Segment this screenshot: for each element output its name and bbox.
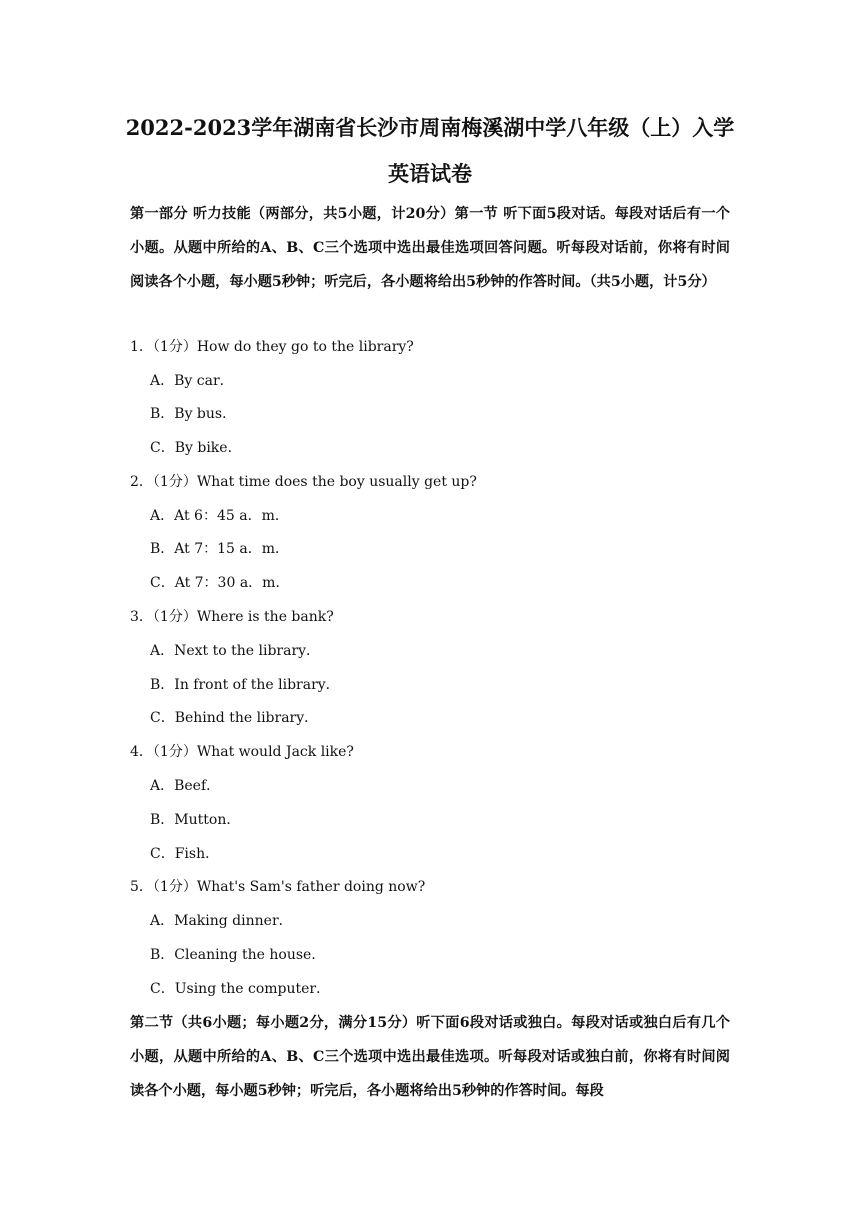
question-2-option-c: C．At 7：30 a．m． <box>150 575 290 591</box>
question-3-stem: 3．（1分）Where is the bank? <box>130 609 334 625</box>
section-2-instructions: 第二节（共6小题；每小题2分，满分15分）听下面6段对话或独白。每段对话或独白后有几个小题，从题中所给的A、B、C三个选项中选出最佳选项。听每段对话或独白前，你将有时间阅读各个小题，每小题5秒钟；听完后，各小题将给出5秒钟的作答时间。每段 <box>130 1015 730 1099</box>
question-4-stem: 4．（1分）What would Jack like? <box>130 744 354 760</box>
question-5-stem: 5．（1分）What's Sam's father doing now? <box>130 879 426 895</box>
question-2-option-a: A．At 6：45 a．m． <box>150 508 289 524</box>
question-3-option-c: C．Behind the library． <box>150 710 319 726</box>
question-1-option-c: C．By bike． <box>150 440 242 456</box>
question-3-option-b: B．In front of the library． <box>150 677 340 693</box>
section-1-instructions: 第一部分 听力技能（两部分，共5小题，计20分）第一节 听下面5段对话。每段对话后有一个小题。从题中所给的A、B、C三个选项中选出最佳选项回答问题。听每段对话前，你将有时间阅读各个小题，每小题5秒钟；听完后，各小题将给出5秒钟的作答时间。（共5小题，计5分） <box>130 206 730 290</box>
question-4-option-a: A．Beef． <box>150 778 221 794</box>
question-5-option-c: C．Using the computer． <box>150 981 331 997</box>
question-5-option-a: A．Making dinner． <box>150 913 293 929</box>
question-1-option-a: A．By car． <box>150 373 234 389</box>
exam-title-line-2: 英语试卷 <box>388 161 472 186</box>
question-4-option-c: C．Fish． <box>150 846 220 862</box>
question-1-stem: 1．（1分）How do they go to the library? <box>130 339 414 355</box>
question-2-stem: 2．（1分）What time does the boy usually get up? <box>130 474 477 490</box>
exam-title-line-1: 2022-2023学年湖南省长沙市周南梅溪湖中学八年级（上）入学 <box>125 115 735 140</box>
question-1-option-b: B．By bus． <box>150 406 237 422</box>
question-5-option-b: B．Cleaning the house． <box>150 947 326 963</box>
question-4-option-b: B．Mutton． <box>150 812 241 828</box>
question-2-option-b: B．At 7：15 a．m． <box>150 541 290 557</box>
question-3-option-a: A．Next to the library． <box>150 643 321 659</box>
